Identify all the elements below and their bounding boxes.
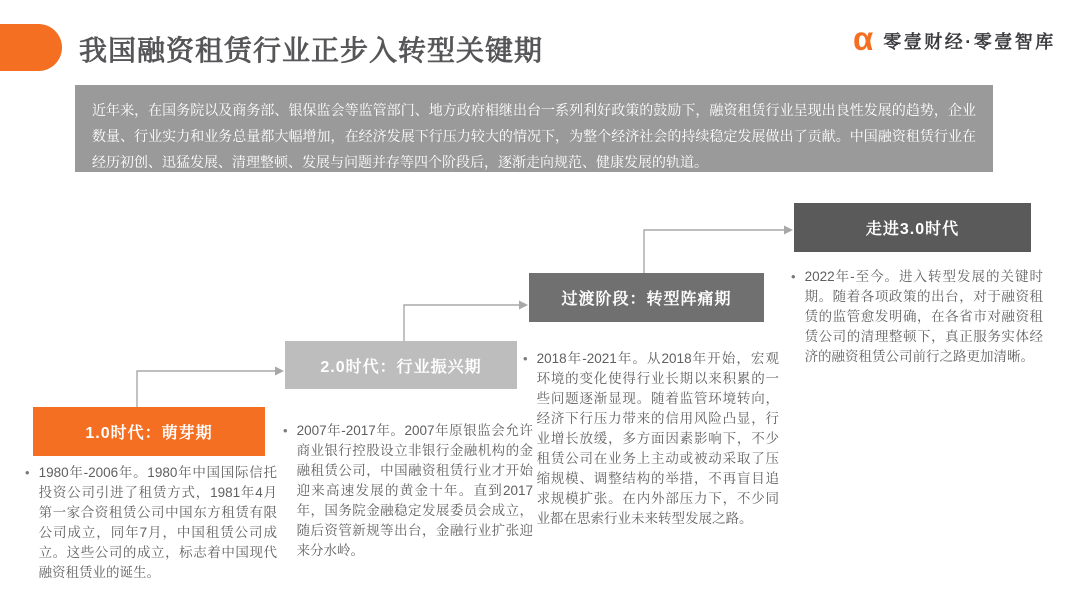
arrowhead-icon — [275, 367, 284, 376]
stage-label: 走进3.0时代 — [865, 221, 960, 238]
stage-description-1 — [25, 463, 277, 583]
arrowhead-icon — [784, 226, 793, 235]
arrowhead-icon — [519, 301, 528, 310]
stage-box-3-transition-period — [529, 273, 764, 322]
alpha-logo-icon: α — [853, 20, 874, 57]
stage-description-3 — [523, 349, 779, 529]
bullet-dot: • — [791, 269, 796, 284]
stage-box-4-era-3-0 — [794, 203, 1031, 252]
stage-description-text: 2007年-2017年。2007年原银监会允许商业银行控股设立非银行金融机构的金融租赁公司，中国融资租赁行业才开始迎来高速发展的黄金十年。直到2017年，国务院金融稳定发展委员会成立，随后资管新规等出台，金融行业扩张迎来分水岭。 — [296, 423, 533, 558]
stage-description-4 — [791, 267, 1043, 367]
page-title: 我国融资租赁行业正步入转型关键期 — [79, 35, 544, 66]
stage-description-text: 2018年-2021年。从2018年开始，宏观环境的变化使得行业长期以来积累的一些问题逐渐显现。随着监管环境转向，经济下行压力带来的信用风险凸显，行业增长放缓，多方面因素影响下，不少租赁公司在业务上主动或被动采取了压缩规模、调整结构的举措，不再盲目追求规模扩张。在内外部压力下，不少同业都在思索行业未来转型发展之路。 — [536, 351, 779, 526]
stage-label: 1.0时代：萌芽期 — [85, 425, 213, 442]
stage-label: 过渡阶段：转型阵痛期 — [561, 291, 732, 308]
stage-label: 2.0时代：行业振兴期 — [320, 358, 482, 376]
bullet-dot: • — [25, 465, 30, 480]
stage-description-text: 2022年-至今。进入转型发展的关键时期。随着各项政策的出台，对于融资租赁的监管愈发明确，在各省市对融资租赁公司的清理整顿下，真正服务实体经济的融资租赁公司前行之路更加清晰。 — [804, 269, 1043, 364]
stage-description-text: 1980年-2006年。1980年中国国际信托投资公司引进了租赁方式，1981年4月第一家合资租赁公司中国东方租赁有限公司成立，同年7月，中国租赁公司成立。这些公司的成立，标志着中国现代融资租赁业的诞生。 — [38, 465, 277, 580]
connector-stage2-to-stage3 — [404, 305, 520, 341]
connector-stage3-to-stage4 — [644, 230, 785, 273]
title-accent-pill — [0, 24, 62, 71]
brand-logo — [853, 20, 1056, 57]
connector-stage1-to-stage2 — [137, 371, 276, 407]
stage-box-2-revitalization-period — [285, 341, 517, 389]
brand-logo-text: 零壹财经·零壹智库 — [883, 31, 1056, 52]
stage-description-2 — [283, 421, 533, 561]
bullet-dot: • — [523, 351, 528, 366]
stage-box-1-seed-period — [33, 407, 265, 456]
intro-panel: 近年来，在国务院以及商务部、银保监会等监管部门、地方政府相继出台一系列利好政策的鼓励下，融资租赁行业呈现出良性发展的趋势，企业数量、行业实力和业务总量都大幅增加，在经济发展下行压力较大的情况下，为整个经济社会的持续稳定发展做出了贡献。中国融资租赁行业在经历初创、迅猛发展、清理整顿、发展与问题并存等四个阶段后，逐渐走向规范、健康发展的轨道。 — [75, 85, 993, 172]
bullet-dot: • — [283, 423, 288, 438]
